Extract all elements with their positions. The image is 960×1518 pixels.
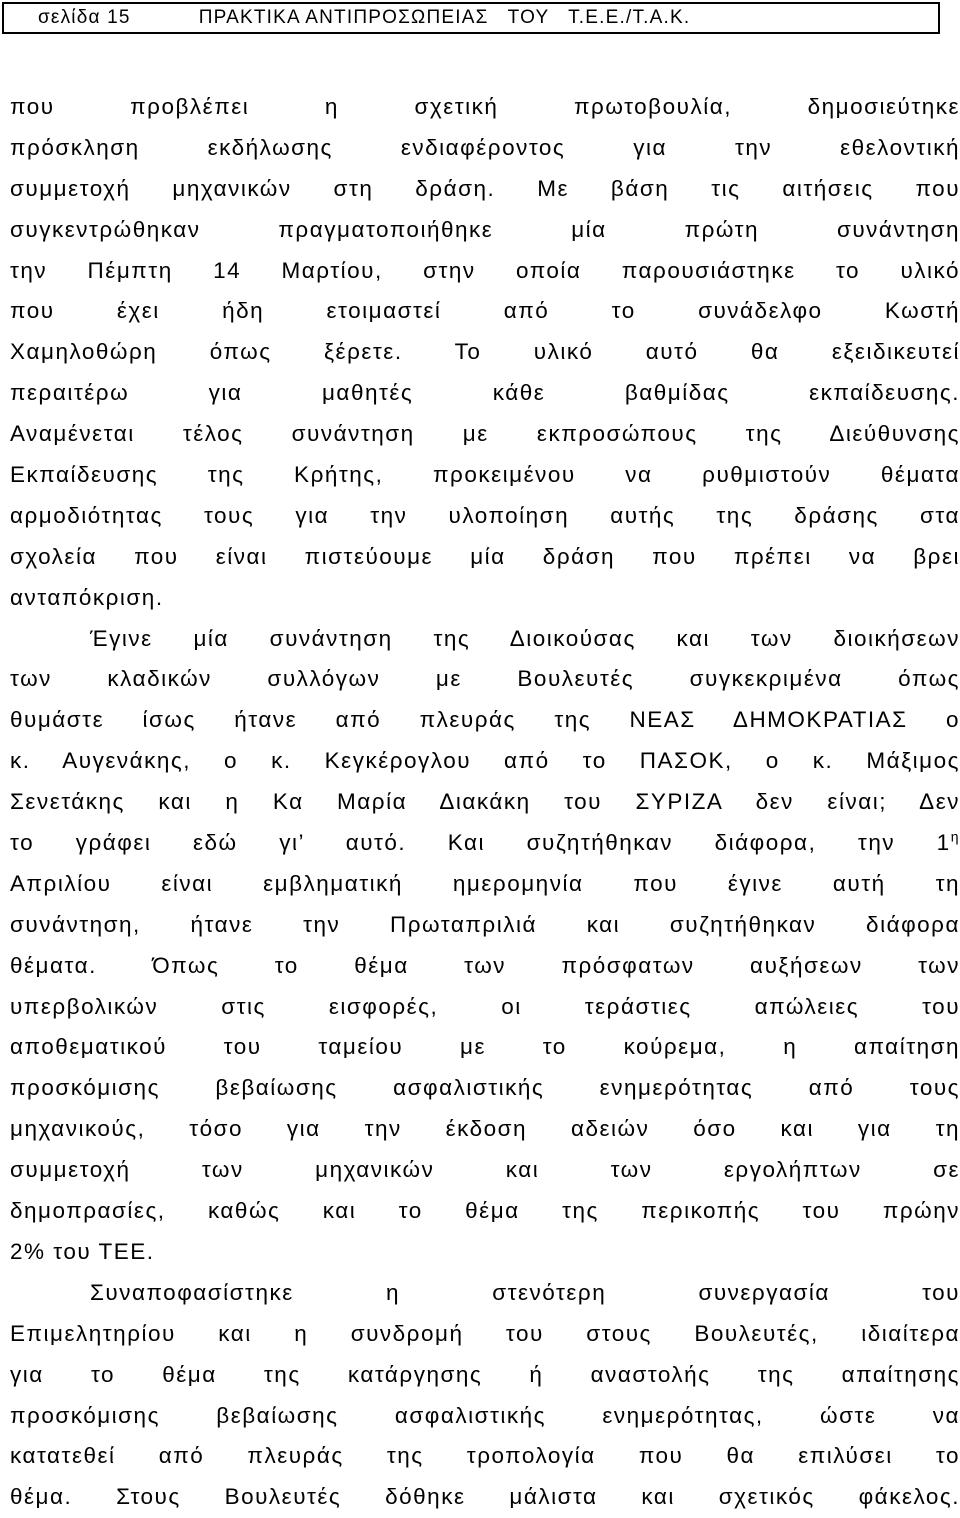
text-line: αποθεματικού του ταμείου με το κούρεμα, η απαίτηση [10,1034,960,1060]
superscript: η [950,828,960,845]
text-line: συγκεντρώθηκαν πραγματοποιήθηκε μία πρώτη συνάντηση [10,216,960,242]
text-line: υπερβολικών στις εισφορές, οι τεράστιες απώλειες του [10,993,960,1019]
text-line: Συναποφασίστηκε η στενότερη συνεργασία του [90,1279,960,1305]
text-line: περαιτέρω για μαθητές κάθε βαθμίδας εκπαίδευσης. [10,380,960,406]
text-line: 2% του ΤΕΕ. [10,1238,155,1264]
text-line: σχολεία που είναι πιστεύουμε μία δράση που πρέπει να βρει [10,543,960,569]
text-line: Εκπαίδευσης της Κρήτης, προκειμένου να ρυθμιστούν θέματα [10,462,960,488]
text-line: για το θέμα της κατάργησης ή αναστολής της απαίτησης [10,1361,960,1387]
text-line: προσκόμισης βεβαίωσης ασφαλιστικής ενημερότητας από τους [10,1075,960,1101]
text-line: που προβλέπει η σχετική πρωτοβουλία, δημοσιεύτηκε [10,94,960,119]
text-line: πρόσκληση εκδήλωσης ενδιαφέροντος για την εθελοντική [10,134,960,160]
text-line: συμμετοχή των μηχανικών και των εργολήπτων σε [10,1157,960,1183]
text-line: που έχει ήδη ετοιμαστεί από το συνάδελφο Κωστή [10,298,960,324]
text-line: Απριλίου είναι εμβληματική ημερομηνία που έγινε αυτή τη [10,870,960,896]
page-header [2,2,940,34]
text-line: προσκόμισης βεβαίωσης ασφαλιστικής ενημερότητας, ώστε να [10,1402,960,1428]
text-line: ανταπόκριση. [10,584,164,610]
text-line-segment: το γράφει εδώ γι’ αυτό. Και συζητήθηκαν διάφορα, την 1 [10,830,951,856]
text-line: συμμετοχή μηχανικών στη δράση. Με βάση τις αιτήσεις που [10,175,960,201]
text-line: κ. Αυγενάκης, ο κ. Κεγκέρογλου από το ΠΑΣΟΚ, ο κ. Μάξιμος [10,748,960,774]
text-line: των κλαδικών συλλόγων με Βουλευτές συγκεκριμένα όπως [10,666,960,692]
text-line: κατατεθεί από πλευράς της τροπολογία που θα επιλύσει το [10,1443,960,1469]
text-line: δημοπρασίες, καθώς και το θέμα της περικοπής του πρώην [10,1198,960,1224]
text-line: Επιμελητηρίου και η συνδρομή του στους Βουλευτές, ιδιαίτερα [10,1320,960,1346]
text-line: αρμοδιότητας τους για την υλοποίηση αυτής της δράσης στα [10,502,960,528]
text-line: Αναμένεται τέλος συνάντηση με εκπροσώπους της Διεύθυνσης [10,421,960,447]
text-line: θυμάστε ίσως ήτανε από πλευράς της ΝΕΑΣ ΔΗΜΟΚΡΑΤΙΑΣ ο [10,707,960,733]
text-line-with-superscript [10,823,960,864]
document-body [10,87,960,1518]
text-line: Χαμηλοθώρη όπως ξέρετε. Το υλικό αυτό θα εξειδικευτεί [10,339,960,365]
document-title: ΠΡΑΚΤΙΚΑ ΑΝΤΙΠΡΟΣΩΠΕΙΑΣ ΤΟΥ Τ.Ε.Ε./Τ.Α.Κ. [198,7,691,28]
text-line: θέματα. Όπως το θέμα των πρόσφατων αυξήσεων των [10,952,960,978]
text-line: την Πέμπτη 14 Μαρτίου, στην οποία παρουσιάστηκε το υλικό [10,257,960,283]
text-line: θέμα. Στους Βουλευτές δόθηκε μάλιστα και σχετικός φάκελος. [10,1484,960,1510]
page-number: σελίδα 15 [38,7,131,28]
text-line: συνάντηση, ήτανε την Πρωταπριλιά και συζητήθηκαν διάφορα [10,911,960,937]
text-line: Σενετάκης και η Κα Μαρία Διακάκη του ΣΥΡΙΖΑ δεν είναι; Δεν [10,789,960,815]
text-line: μηχανικούς, τόσο για την έκδοση αδειών όσο και για τη [10,1116,960,1142]
text-line: Έγινε μία συνάντηση της Διοικούσας και των διοικήσεων [90,625,960,651]
